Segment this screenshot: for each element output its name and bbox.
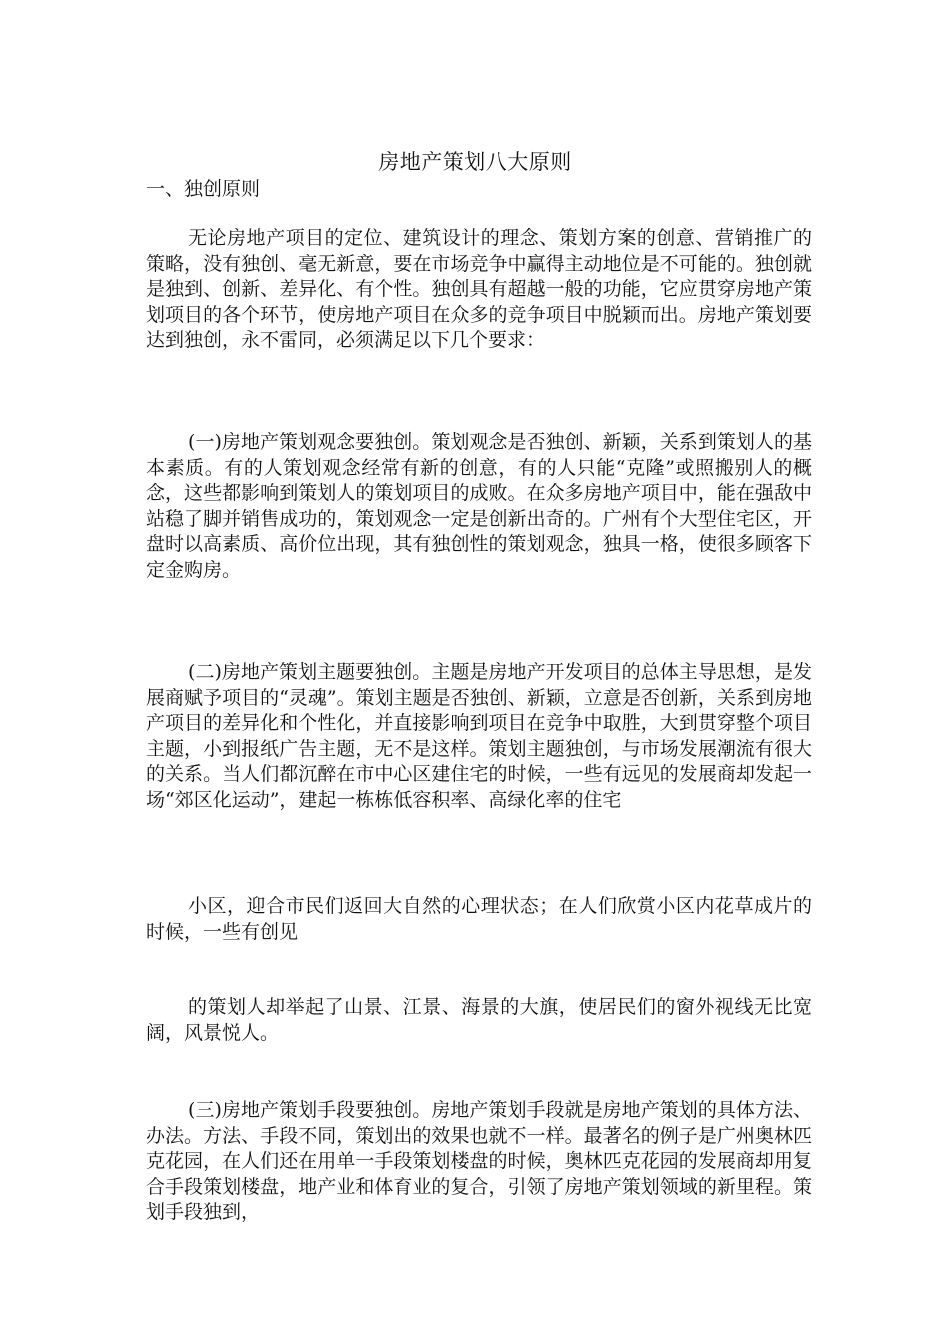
paragraph-concept: (一)房地产策划观念要独创。策划观念是否独创、新颖，关系到策划人的基本素质。有的人策划观念经常有新的创意，有的人只能“克隆”或照搬别人的概念，这些都影响到策划人的策划项目的成败。在众多房地产项目中，能在强敌中站稳了脚并销售成功的，策划观念一定是创新出奇的。广州有个大型住宅区，开盘时以高素质、高价位出现，其有独创性的策划观念，独具一格，使很多顾客下定金购房。 (146, 431, 812, 581)
document-title: 房地产策划八大原则 (378, 150, 572, 174)
paragraph-means: (三)房地产策划手段要独创。房地产策划手段就是房地产策划的具体方法、办法。方法、手段不同，策划出的效果也就不一样。最著名的例子是广州奥林匹克花园，在人们还在用单一手段策划楼盘的时候，奥林匹克花园的发展商却用复合手段策划楼盘，地产业和体育业的复合，引领了房地产策划领域的新里程。策划手段独到， (146, 1099, 812, 1223)
paragraph-intro: 无论房地产项目的定位、建筑设计的理念、策划方案的创意、营销推广的策略，没有独创、毫无新意，要在市场竞争中赢得主动地位是不可能的。独创就是独到、创新、差异化、有个性。独创具有超越一般的功能，它应贯穿房地产策划项目的各个环节，使房地产项目在众多的竞争项目中脱颖而出。房地产策划要达到独创，永不雷同，必须满足以下几个要求： (146, 227, 812, 351)
section-heading: 一、独创原则 (146, 178, 261, 200)
paragraph-theme-continued-1: 小区，迎合市民们返回大自然的心理状态；在人们欣赏小区内花草成片的时候，一些有创见 (146, 895, 812, 943)
paragraph-theme: (二)房地产策划主题要独创。主题是房地产开发项目的总体主导思想，是发展商赋予项目的“灵魂”。策划主题是否独创、新颖，立意是否创新，关系到房地产项目的差异化和个性化，并直接影响到项目在竞争中取胜，大到贯穿整个项目主题，小到报纸广告主题，无不是这样。策划主题独创，与市场发展潮流有很大的关系。当人们都沉醉在市中心区建住宅的时候，一些有远见的发展商却发起一场“郊区化运动”，建起一栋栋低容积率、高绿化率的住宅 (146, 661, 812, 811)
paragraph-theme-continued-2: 的策划人却举起了山景、江景、海景的大旗，使居民们的窗外视线无比宽阔，风景悦人。 (146, 996, 812, 1044)
